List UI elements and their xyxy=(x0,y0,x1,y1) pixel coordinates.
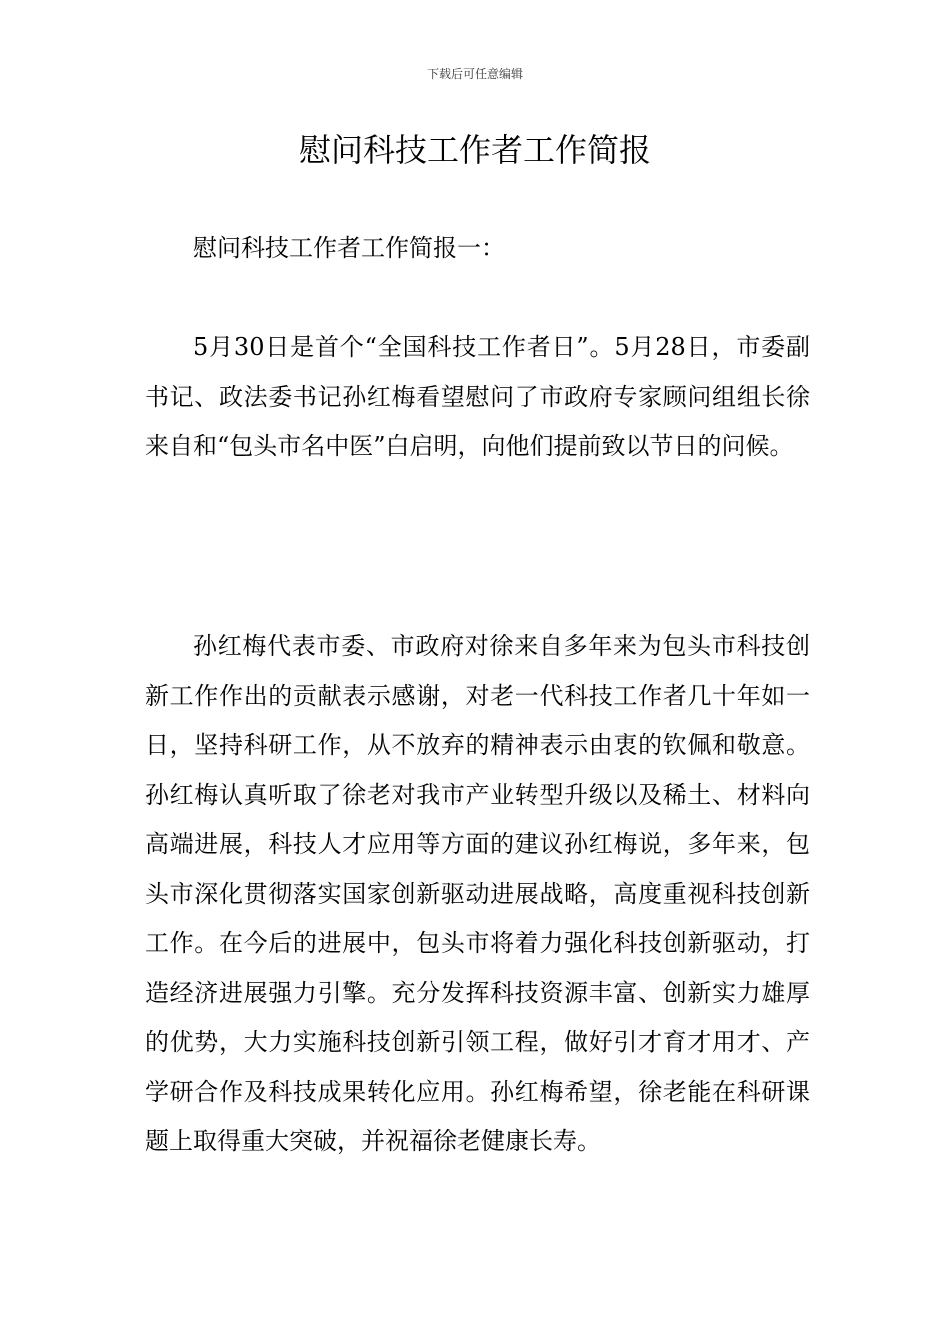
document-title: 慰问科技工作者工作简报 xyxy=(298,131,651,169)
paragraph-1: 5月30日是首个“全国科技工作者日”。5月28日，市委副书记、政法委书记孙红梅看望慰问了市政府专家顾问组组长徐来自和“包头市名中医”白启明，向他们提前致以节日的问候。 xyxy=(145,333,810,460)
section-subtitle: 慰问科技工作者工作简报一： xyxy=(193,234,505,262)
paragraph-2: 孙红梅代表市委、市政府对徐来自多年来为包头市科技创新工作作出的贡献表示感谢，对老一代科技工作者几十年如一日，坚持科研工作，从不放弃的精神表示由衷的钦佩和敬意。孙红梅认真听取了徐老对我市产业转型升级以及稀土、材料向高端进展，科技人才应用等方面的建议孙红梅说，多年来，包头市深化贯彻落实国家创新驱动进展战略，高度重视科技创新工作。在今后的进展中，包头市将着力强化科技创新驱动，打造经济进展强力引擎。充分发挥科技资源丰富、创新实力雄厚的优势，大力实施科技创新引领工程，做好引才育才用才、产学研合作及科技成果转化应用。孙红梅希望，徐老能在科研课题上取得重大突破，并祝福徐老健康长寿。 xyxy=(145,632,810,1155)
header-note: 下载后可任意编辑 xyxy=(426,67,523,81)
